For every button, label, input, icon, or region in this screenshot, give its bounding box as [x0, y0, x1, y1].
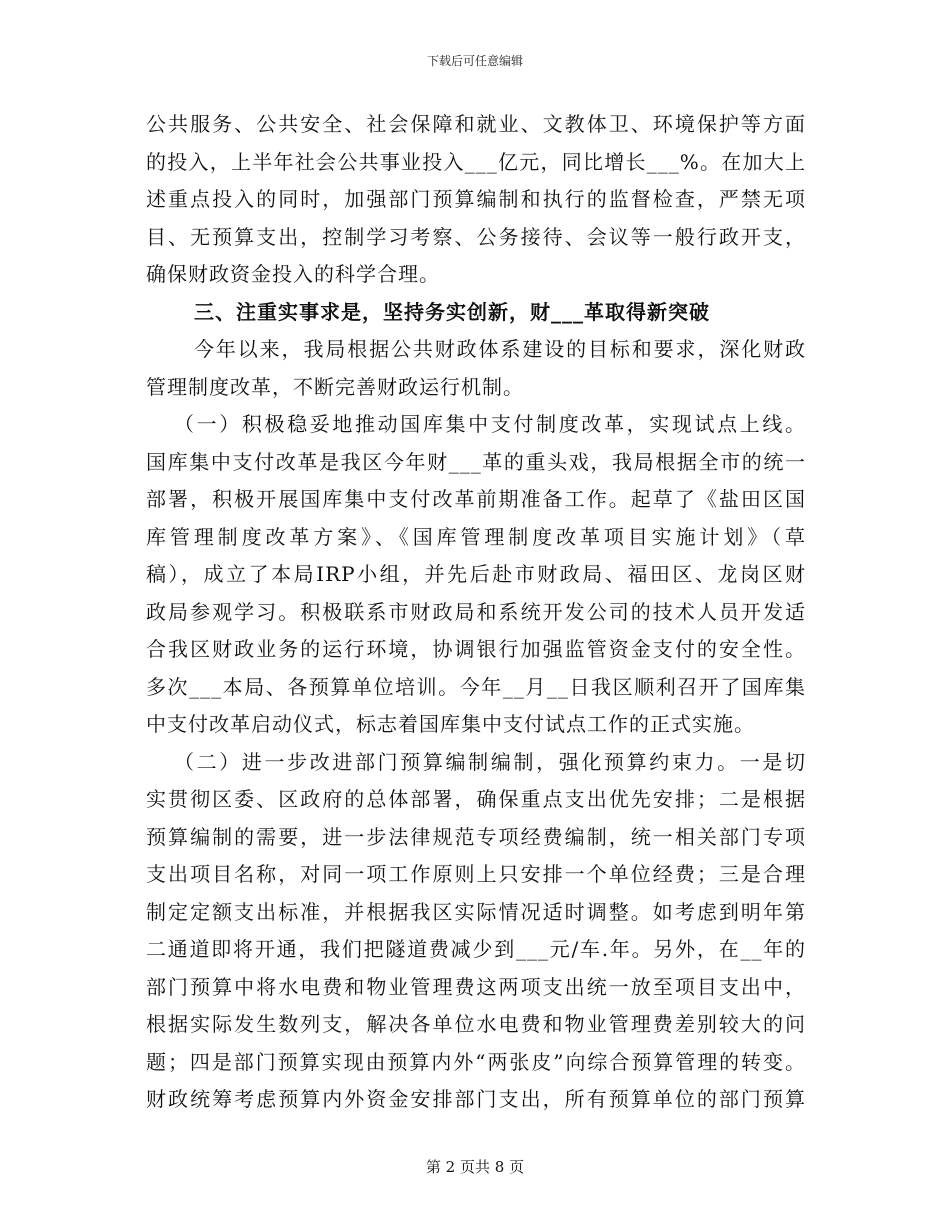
text-line: 支出项目名称，对同一项工作原则上只安排一个单位经费；三是合理 [146, 862, 806, 886]
text-line: 中支付改革启动仪式，标志着国库集中支付试点工作的正式实施。 [146, 712, 755, 736]
text-line: 库管理制度改革方案》、《国库管理制度改革项目实施计划》（草 [146, 524, 806, 549]
text-line: 合我区财政业务的运行环境，协调银行加强监管资金支付的安全性。 [146, 637, 806, 661]
text-line: 国库集中支付改革是我区今年财___革的重头戏，我局根据全市的统一 [146, 449, 806, 474]
text-line: 的投入，上半年社会公共事业投入___亿元，同比增长___%。在加大上 [146, 149, 806, 174]
text-line: 政局参观学习。积极联系市财政局和系统开发公司的技术人员开发适 [146, 599, 806, 624]
text-line: 部署，积极开展国库集中支付改革前期准备工作。起草了《盐田区国 [146, 487, 806, 511]
text-line: （二）进一步改进部门预算编制编制，强化预算约束力。一是切 [174, 749, 806, 774]
text-line: 管理制度改革，不断完善财政运行机制。 [146, 374, 524, 399]
text-line: 确保财政资金投入的科学合理。 [146, 262, 440, 286]
text-line: 目、无预算支出，控制学习考察、公务接待、会议等一般行政开支， [146, 224, 806, 249]
page-header: 下载后可任意编辑 [426, 54, 523, 68]
text-line: 部门预算中将水电费和物业管理费这两项支出统一放至项目支出中， [146, 974, 806, 999]
text-line: 根据实际发生数列支，解决各单位水电费和物业管理费差别较大的问 [146, 1012, 806, 1036]
text-line: 二通道即将开通，我们把隧道费减少到___元/车.年。另外，在__年的 [146, 937, 806, 961]
document-body [146, 106, 806, 1119]
text-line: 题；四是部门预算实现由预算内外“两张皮”向综合预算管理的转变。 [146, 1049, 806, 1074]
text-line: 稿），成立了本局IRP小组，并先后赴市财政局、福田区、龙岗区财 [146, 562, 806, 586]
text-line: 预算编制的需要，进一步法律规范专项经费编制，统一相关部门专项 [146, 824, 806, 849]
text-line: 实贯彻区委、区政府的总体部署，确保重点支出优先安排；二是根据 [146, 787, 806, 811]
text-line: 多次___本局、各预算单位培训。今年__月__日我区顺利召开了国库集 [146, 674, 806, 699]
page-footer: 第 2 页共 8 页 [425, 1158, 525, 1176]
text-line: 今年以来，我局根据公共财政体系建设的目标和要求，深化财政 [194, 337, 806, 361]
section-heading: 三、注重实事求是，坚持务实创新，财___革取得新突破 [194, 299, 710, 324]
text-line: （一）积极稳妥地推动国库集中支付制度改革，实现试点上线。 [174, 412, 806, 436]
text-line: 财政统筹考虑预算内外资金安排部门支出，所有预算单位的部门预算 [146, 1087, 806, 1111]
text-line: 制定定额支出标准，并根据我区实际情况适时调整。如考虑到明年第 [146, 899, 806, 924]
text-line: 述重点投入的同时，加强部门预算编制和执行的监督检查，严禁无项 [146, 187, 806, 211]
text-line: 公共服务、公共安全、社会保障和就业、文教体卫、环境保护等方面 [146, 112, 806, 136]
